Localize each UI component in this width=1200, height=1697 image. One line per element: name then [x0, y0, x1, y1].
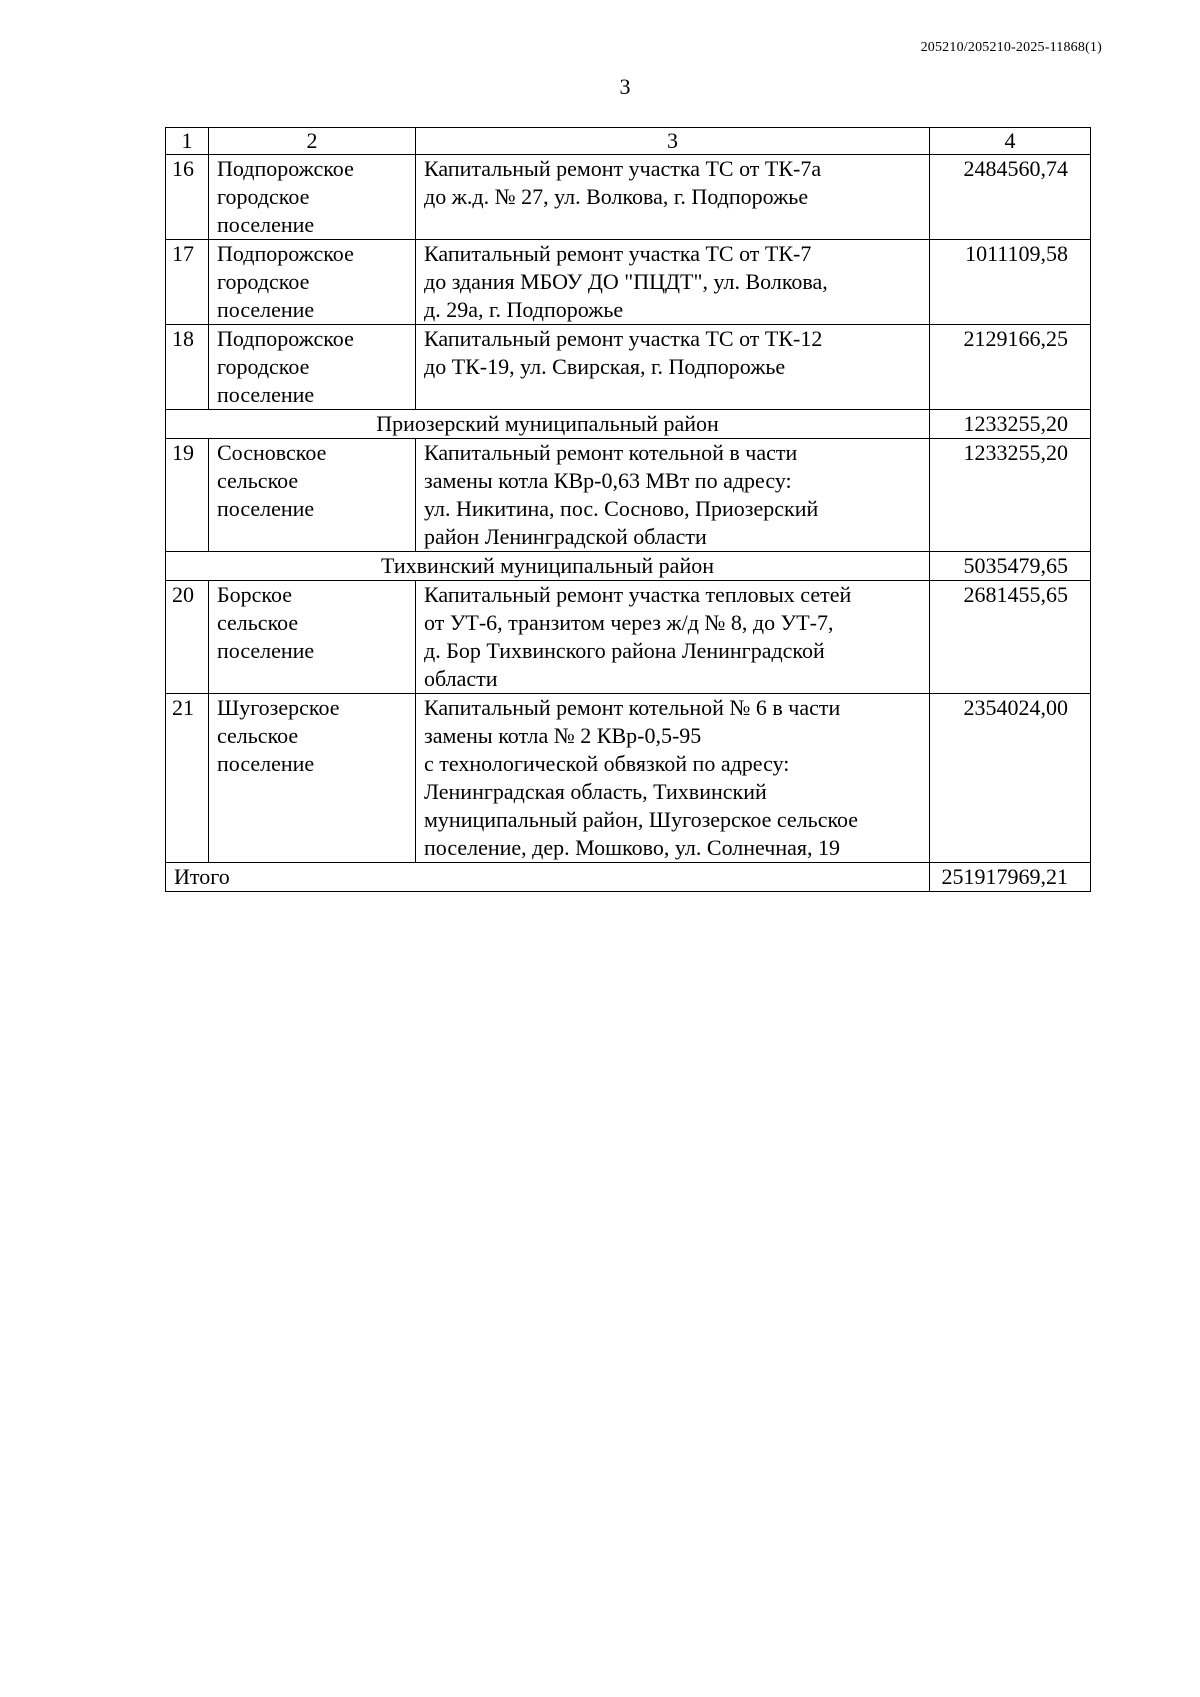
column-header-2: 2 — [209, 128, 416, 155]
row-amount: 2129166,25 — [930, 325, 1091, 410]
district-subtotal-row — [166, 410, 1091, 439]
table-row — [166, 439, 1091, 552]
row-number: 20 — [166, 581, 209, 694]
document-registration-number: 205210/205210-2025-11868(1) — [920, 40, 1102, 55]
table-row — [166, 581, 1091, 694]
table-row — [166, 325, 1091, 410]
row-amount: 2681455,65 — [930, 581, 1091, 694]
settlement-name: Шугозерское сельское поселение — [209, 694, 416, 863]
row-amount: 2484560,74 — [930, 155, 1091, 240]
work-description: Капитальный ремонт котельной № 6 в части замены котла № 2 КВр-0,5-95 с технологической обвязкой по адресу: Ленинградская область, Тихвинский муниципальный район, Шугозерское сельское поселение, дер. Мошково, ул. Солнечная, 19 — [416, 694, 930, 863]
settlement-name: Подпорожское городское поселение — [209, 325, 416, 410]
settlement-name: Подпорожское городское поселение — [209, 240, 416, 325]
settlement-name: Подпорожское городское поселение — [209, 155, 416, 240]
column-header-4: 4 — [930, 128, 1091, 155]
row-number: 19 — [166, 439, 209, 552]
total-label: Итого — [166, 863, 930, 892]
row-number: 16 — [166, 155, 209, 240]
work-description: Капитальный ремонт участка тепловых сетей от УТ-6, транзитом через ж/д № 8, до УТ-7, д. Бор Тихвинского района Ленинградской области — [416, 581, 930, 694]
work-description: Капитальный ремонт участка ТС от ТК-12 до ТК-19, ул. Свирская, г. Подпорожье — [416, 325, 930, 410]
work-description: Капитальный ремонт участка ТС от ТК-7а до ж.д. № 27, ул. Волкова, г. Подпорожье — [416, 155, 930, 240]
district-name: Приозерский муниципальный район — [166, 410, 930, 439]
table-row — [166, 155, 1091, 240]
total-amount: 251917969,21 — [930, 863, 1091, 892]
column-header-3: 3 — [416, 128, 930, 155]
settlement-name: Борское сельское поселение — [209, 581, 416, 694]
row-amount: 1011109,58 — [930, 240, 1091, 325]
column-header-row — [166, 128, 1091, 155]
table-body — [166, 128, 1091, 892]
total-row — [166, 863, 1091, 892]
district-name: Тихвинский муниципальный район — [166, 552, 930, 581]
district-subtotal-row — [166, 552, 1091, 581]
row-number: 17 — [166, 240, 209, 325]
work-description: Капитальный ремонт участка ТС от ТК-7 до здания МБОУ ДО "ПЦДТ", ул. Волкова, д. 29а, г. Подпорожье — [416, 240, 930, 325]
page-number: 3 — [619, 74, 631, 99]
table-row — [166, 694, 1091, 863]
row-amount: 1233255,20 — [930, 439, 1091, 552]
work-description: Капитальный ремонт котельной в части замены котла КВр-0,63 МВт по адресу: ул. Никитина, пос. Сосново, Приозерский район Ленинградской области — [416, 439, 930, 552]
table-row — [166, 240, 1091, 325]
row-number: 18 — [166, 325, 209, 410]
column-header-1: 1 — [166, 128, 209, 155]
row-number: 21 — [166, 694, 209, 863]
expenditure-table — [165, 127, 1091, 892]
district-amount: 1233255,20 — [930, 410, 1091, 439]
settlement-name: Сосновское сельское поселение — [209, 439, 416, 552]
district-amount: 5035479,65 — [930, 552, 1091, 581]
row-amount: 2354024,00 — [930, 694, 1091, 863]
